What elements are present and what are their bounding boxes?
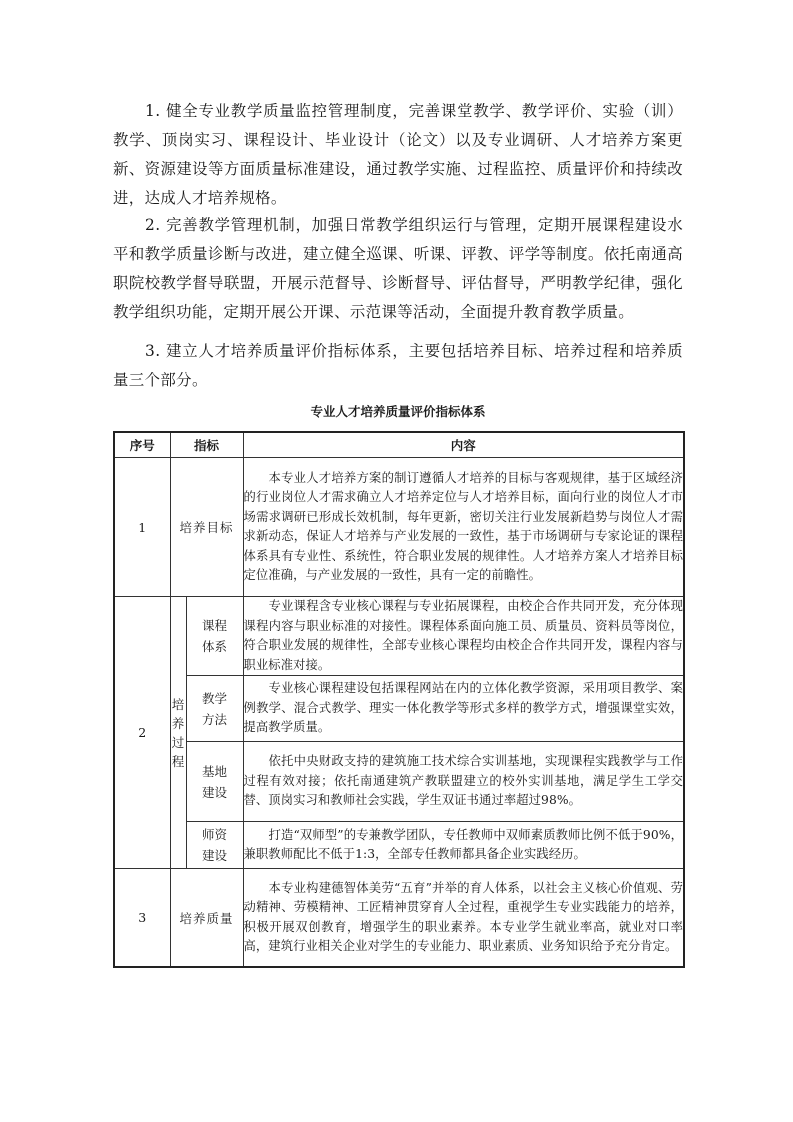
table-row: [114, 742, 684, 822]
table-row: [114, 676, 684, 742]
row-number: 1: [114, 458, 170, 597]
content-cell: 专业课程含专业核心课程与专业拓展课程，由校企合作共同开发，充分体现课程内容与职业标准的对接性。课程体系面向施工员、质量员、资料员等岗位，符合职业发展的规律性，全部专业核心课程均由校企合作共同开发，课程内容与职业标准对接。: [243, 597, 684, 676]
sub-indicator-cell: [186, 676, 243, 742]
table-row: [114, 458, 684, 597]
evaluation-table: [113, 431, 685, 968]
indicator-cell: 培养质量: [170, 869, 243, 968]
header-content: 内容: [243, 432, 684, 458]
content-cell: 本专业构建德智体美劳“五育”并举的育人体系，以社会主义核心价值观、劳动精神、劳模精神、工匠精神贯穿育人全过程，重视学生专业实践能力的培养，积极开展双创教育，增强学生的职业素养。本专业学生就业率高，就业对口率高，建筑行业相关企业对学生的专业能力、职业素质、业务知识给予充分肯定。: [243, 869, 684, 968]
header-indicator: 指标: [170, 432, 243, 458]
sub-indicator-label: 基地建设: [201, 763, 227, 800]
table-title: 专业人才培养质量评价指标体系: [310, 404, 486, 419]
row-number: 2: [114, 597, 170, 869]
sub-indicator-cell: [186, 822, 243, 869]
header-no: 序号: [114, 432, 170, 458]
paragraph-3: 3. 建立人才培养质量评价指标体系，主要包括培养目标、培养过程和培养质量三个部分。: [113, 342, 683, 389]
content-cell: 依托中央财政支持的建筑施工技术综合实训基地，实现课程实践教学与工作过程有效对接；依托南通建筑产教联盟建立的校外实训基地，满足学生工学交替、顶岗实习和教师社会实践，学生双证书通过率超过98%。: [243, 742, 684, 822]
content-cell: 打造“双师型”的专兼教学团队，专任教师中双师素质教师比例不低于90%，兼职教师配比不低于1:3，全部专任教师都具备企业实践经历。: [243, 822, 684, 869]
table-row: [114, 597, 684, 676]
indicator-cell: [170, 597, 186, 869]
table-row: [114, 822, 684, 869]
indicator-vertical-text: 培养过程: [171, 696, 185, 769]
sub-indicator-label: 教学方法: [201, 690, 227, 727]
sub-indicator-cell: [186, 597, 243, 676]
table-row: [114, 869, 684, 968]
sub-indicator-cell: [186, 742, 243, 822]
paragraph-1: 1. 健全专业教学质量监控管理制度，完善课堂教学、教学评价、实验（训）教学、顶岗实习、课程设计、毕业设计（论文）以及专业调研、人才培养方案更新、资源建设等方面质量标准建设，通过教学实施、过程监控、质量评价和持续改进，达成人才培养规格。: [113, 102, 683, 207]
sub-indicator-label: 课程体系: [201, 618, 227, 654]
row-number: 3: [114, 869, 170, 968]
paragraph-2: 2. 完善教学管理机制，加强日常教学组织运行与管理，定期开展课程建设水平和教学质量诊断与改进，建立健全巡课、听课、评教、评学等制度。依托南通高职院校教学督导联盟，开展示范督导、诊断督导、评估督导，严明教学纪律，强化教学组织功能，定期开展公开课、示范课等活动，全面提升教育教学质量。: [113, 216, 683, 321]
sub-indicator-label: 师资建设: [201, 827, 227, 863]
content-cell: 专业核心课程建设包括课程网站在内的立体化教学资源，采用项目教学、案例教学、混合式教学、理实一体化教学等形式多样的教学方式，增强课堂实效，提高教学质量。: [243, 676, 684, 742]
indicator-cell: 培养目标: [170, 458, 243, 597]
content-cell: 本专业人才培养方案的制订遵循人才培养的目标与客观规律，基于区域经济的行业岗位人才需求确立人才培养定位与人才培养目标，面向行业的岗位人才市场需求调研已形成长效机制，每年更新，密切关注行业发展新趋势与岗位人才需求新动态，保证人才培养与产业发展的一致性，基于市场调研与专家论证的课程体系具有专业性、系统性，符合职业发展的规律性。人才培养方案人才培养目标定位准确，与产业发展的一致性，具有一定的前瞻性。: [243, 458, 684, 597]
table-header-row: [114, 432, 684, 458]
